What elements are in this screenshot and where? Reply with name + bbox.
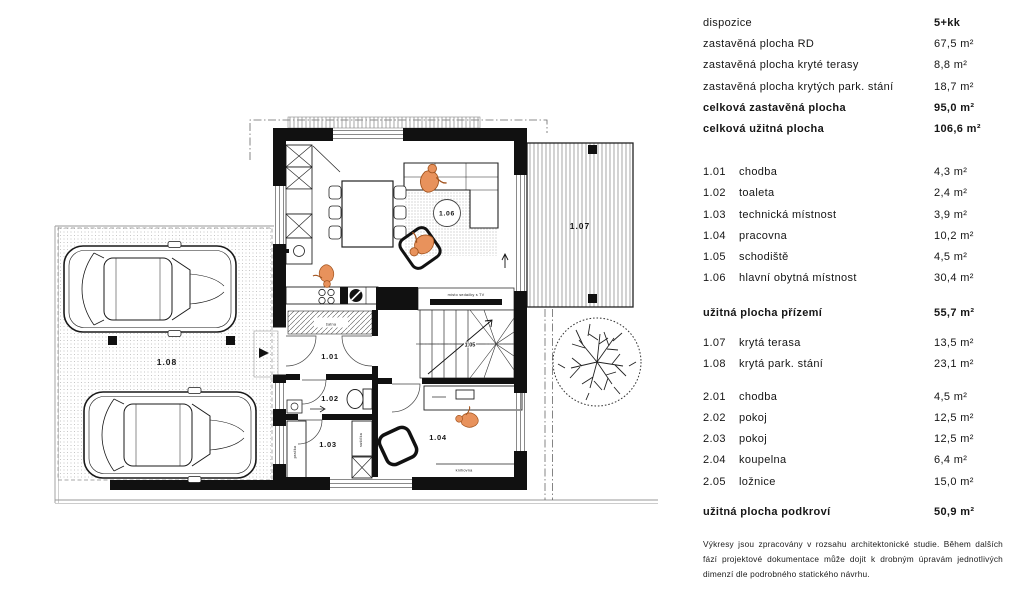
room-number: 1.03 <box>703 208 726 221</box>
chair <box>394 186 406 199</box>
room-row <box>703 332 1003 353</box>
disclaimer-text: Výkresy jsou zpracovány v rozsahu architektonické studie. Během dalších fází projektové dokumentace může dojit k drobným úpravám jednotlivých dimenzí dle podrobného statického návrhu. <box>703 538 1003 579</box>
sink <box>294 246 305 257</box>
summary-value: 106,6 m² <box>934 123 981 136</box>
room-row <box>703 225 1003 246</box>
armchair <box>377 425 420 468</box>
window <box>288 117 480 128</box>
total-label: užitná plocha přízemí <box>703 306 823 319</box>
room-row <box>703 471 1003 492</box>
kitchen-counter <box>286 287 378 304</box>
total-row <box>703 501 1003 522</box>
room-row <box>703 354 1003 375</box>
section-gap <box>703 323 1003 332</box>
room-number: 2.02 <box>703 411 726 424</box>
room-number: 2.03 <box>703 433 726 446</box>
summary-value: 8,8 m² <box>934 59 968 72</box>
summary-row <box>703 12 1003 33</box>
summary-label: celková zastavěná plocha <box>703 101 846 114</box>
chair <box>329 206 341 219</box>
room-number: 1.08 <box>703 358 726 371</box>
terrace-post <box>588 294 597 303</box>
room-row <box>703 161 1003 182</box>
room-area: 15,0 m² <box>934 475 974 488</box>
room-name: toaleta <box>739 187 775 200</box>
summary-label: zastavěná plocha kryté terasy <box>703 59 859 72</box>
appliance <box>287 421 372 478</box>
parking-post <box>226 336 235 345</box>
room-label-living: 1.06 <box>438 210 456 218</box>
dining-table <box>329 181 406 247</box>
room-name: koupelna <box>739 454 787 467</box>
summary-row <box>703 97 1003 118</box>
room-name: pokoj <box>739 433 768 446</box>
section-gap <box>703 375 1003 386</box>
chair <box>329 226 341 239</box>
room-name: ložnice <box>739 475 776 488</box>
room-label-terrace: 1.07 <box>569 221 591 231</box>
area-table <box>703 12 1003 582</box>
section-gap <box>703 140 1003 162</box>
car <box>84 388 256 483</box>
room-row <box>703 386 1003 407</box>
room-row <box>703 246 1003 267</box>
summary-value: 95,0 m² <box>934 101 975 114</box>
room-number: 1.05 <box>703 251 726 264</box>
entry-walkway <box>254 331 278 377</box>
terrace-post <box>588 145 597 154</box>
room-label-parking: 1.08 <box>156 357 178 367</box>
room-area: 10,2 m² <box>934 229 974 242</box>
section-gap <box>703 492 1003 501</box>
tv-niche <box>418 288 514 310</box>
toilet <box>347 389 372 409</box>
room-area: 12,5 m² <box>934 411 974 424</box>
summary-value: 5+kk <box>934 16 961 29</box>
room-row <box>703 183 1003 204</box>
room-name: pokoj <box>739 411 768 424</box>
wardrobe-label: šatna <box>325 322 337 327</box>
room-label-study: 1.04 <box>429 433 447 442</box>
tv-niche-label: místo sedačky s TV <box>447 293 485 297</box>
section-gap <box>703 289 1003 302</box>
room-name: krytá terasa <box>739 337 801 349</box>
summary-value: 67,5 m² <box>934 37 974 50</box>
room-name: pracovna <box>739 229 788 242</box>
dryer-label: sušička <box>359 432 363 448</box>
room-number: 1.01 <box>703 165 726 178</box>
tree <box>553 318 641 406</box>
room-area: 6,4 m² <box>934 454 968 467</box>
bookshelf-label: knihovna <box>455 468 473 473</box>
desk <box>424 386 522 410</box>
summary-row <box>703 55 1003 76</box>
total-row <box>703 302 1003 323</box>
chair <box>394 206 406 219</box>
room-label-hall: 1.01 <box>321 352 339 361</box>
summary-row <box>703 118 1003 139</box>
car <box>64 242 236 337</box>
room-number: 1.02 <box>703 187 726 200</box>
room-row <box>703 429 1003 450</box>
total-value: 55,7 m² <box>934 306 975 319</box>
total-value: 50,9 m² <box>934 506 975 519</box>
washbasin <box>287 400 325 413</box>
room-name: chodba <box>739 165 778 178</box>
room-name: schodiště <box>739 251 789 264</box>
room-number: 1.07 <box>703 337 726 349</box>
room-label-toilet: 1.02 <box>321 394 339 403</box>
person-figure <box>313 265 334 288</box>
monitor <box>456 390 474 399</box>
room-area: 4,5 m² <box>934 390 968 403</box>
room-area: 13,5 m² <box>934 337 974 349</box>
room-number: 2.04 <box>703 454 726 467</box>
parking-post <box>108 336 117 345</box>
room-area: 30,4 m² <box>934 272 974 285</box>
summary-label: zastavěná plocha RD <box>703 37 815 50</box>
room-row <box>703 407 1003 428</box>
room-number: 1.04 <box>703 229 726 242</box>
summary-label: celková užitná plocha <box>703 123 825 136</box>
summary-row <box>703 33 1003 54</box>
room-area: 3,9 m² <box>934 208 968 221</box>
room-name: hlavní obytná místnost <box>739 272 857 285</box>
room-number: 2.05 <box>703 475 726 488</box>
kitchen-cabinets <box>280 145 340 264</box>
summary-label: zastavěná plocha krytých park. stání <box>703 80 894 93</box>
room-label-stairs: 1.05 <box>464 342 476 349</box>
summary-label: dispozice <box>703 16 753 29</box>
room-area: 23,1 m² <box>934 358 974 371</box>
summary-row <box>703 76 1003 97</box>
room-row <box>703 268 1003 289</box>
total-label: užitná plocha podkroví <box>703 506 831 519</box>
room-number: 2.01 <box>703 390 726 403</box>
room-row <box>703 450 1003 471</box>
summary-value: 18,7 m² <box>934 80 974 93</box>
room-label-tech: 1.03 <box>319 440 337 449</box>
room-number: 1.06 <box>703 272 726 285</box>
room-area: 4,3 m² <box>934 165 968 178</box>
room-name: krytá park. stání <box>739 358 824 371</box>
room-row <box>703 204 1003 225</box>
room-area: 2,4 m² <box>934 187 968 200</box>
washer-label: pračka <box>293 445 297 459</box>
room-area: 4,5 m² <box>934 251 968 264</box>
chair <box>329 186 341 199</box>
room-area: 12,5 m² <box>934 433 974 446</box>
room-name: technická místnost <box>739 208 837 221</box>
room-name: chodba <box>739 390 778 403</box>
